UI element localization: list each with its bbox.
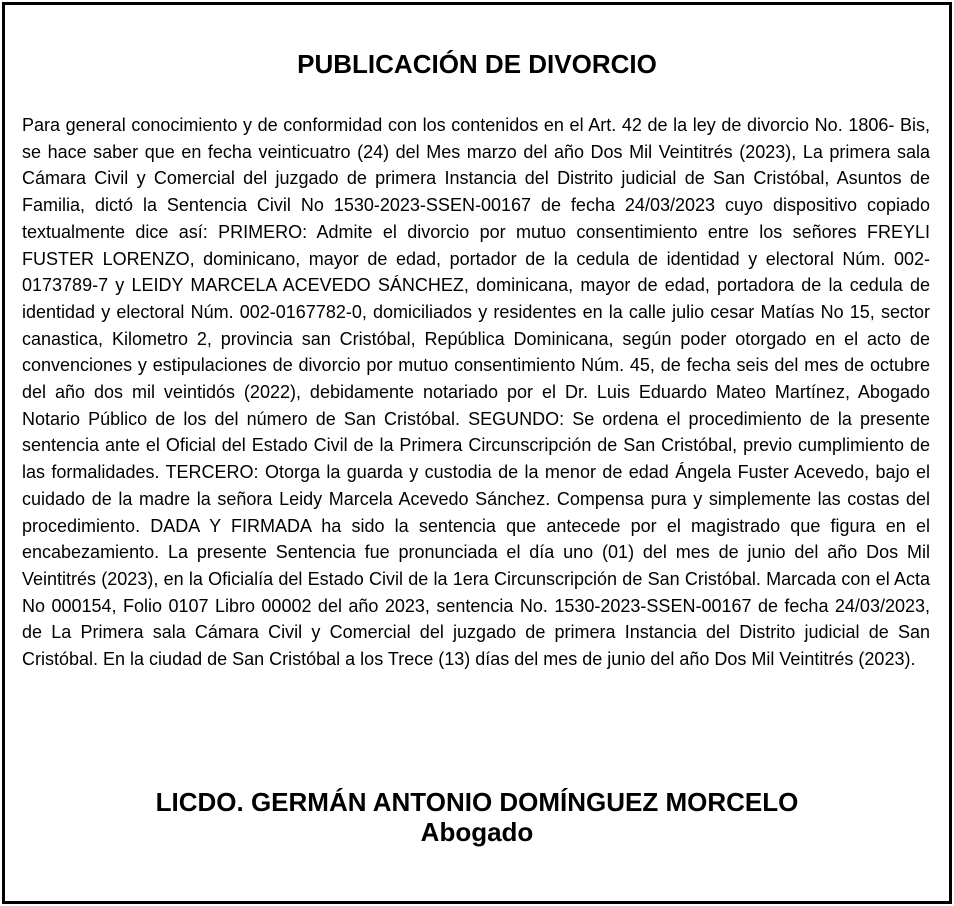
notice-frame: [2, 2, 952, 904]
signer-name: LICDO. GERMÁN ANTONIO DOMÍNGUEZ MORCELO: [155, 787, 799, 817]
notice-title: PUBLICACIÓN DE DIVORCIO: [297, 49, 657, 79]
notice-body: Para general conocimiento y de conformidad con los contenidos en el Art. 42 de la ley de divorcio No. 1806- Bis, se hace saber que en fecha veinticuatro (24) del Mes marzo del año Dos Mil Veintitrés (2023), La primera sala Cámara Civil y Comercial del juzgado de primera Instancia del Distrito judicial de San Cristóbal, Asuntos de Familia, dictó la Sentencia Civil No 1530-2023-SSEN-00167 de fecha 24/03/2023 cuyo dispositivo copiado textualmente dice así: PRIMERO: Admite el divorcio por mutuo consentimiento entre los señores FREYLI FUSTER LORENZO, dominicano, mayor de edad, portador de la cedula de identidad y electoral Núm. 002-0173789-7 y LEIDY MARCELA ACEVEDO SÁNCHEZ, dominicana, mayor de edad, portadora de la cedula de identidad y electoral Núm. 002-0167782-0, domiciliados y residentes en la calle julio cesar Matías No 15, sector canastica, Kilometro 2, provincia san Cristóbal, República Dominicana, según poder otorgado en el acto de convenciones y estipulaciones de divorcio por mutuo consentimiento Núm. 45, de fecha seis del mes de octubre del año dos mil veintidós (2022), debidamente notariado por el Dr. Luis Eduardo Mateo Martínez, Abogado Notario Público de los del número de San Cristóbal. SEGUNDO: Se ordena el procedimiento de la presente sentencia ante el Oficial del Estado Civil de la Primera Circunscripción de San Cristóbal, previo cumplimiento de las formalidades. TERCERO: Otorga la guarda y custodia de la menor de edad Ángela Fuster Acevedo, bajo el cuidado de la madre la señora Leidy Marcela Acevedo Sánchez. Compensa pura y simplemente las costas del procedimiento. DADA Y FIRMADA ha sido la sentencia que antecede por el magistrado que figura en el encabezamiento. La presente Sentencia fue pronunciada el día uno (01) del mes de junio del año Dos Mil Veintitrés (2023), en la Oficialía del Estado Civil de la 1era Circunscripción de San Cristóbal. Marcada con el Acta No 000154, Folio 0107 Libro 00002 del año 2023, sentencia No. 1530-2023-SSEN-00167 de fecha 24/03/2023, de La Primera sala Cámara Civil y Comercial del juzgado de primera Instancia del Distrito judicial de San Cristóbal. En la ciudad de San Cristóbal a los Trece (13) días del mes de junio del año Dos Mil Veintitrés (2023).: [22, 115, 930, 670]
signer-role: Abogado: [420, 817, 534, 847]
